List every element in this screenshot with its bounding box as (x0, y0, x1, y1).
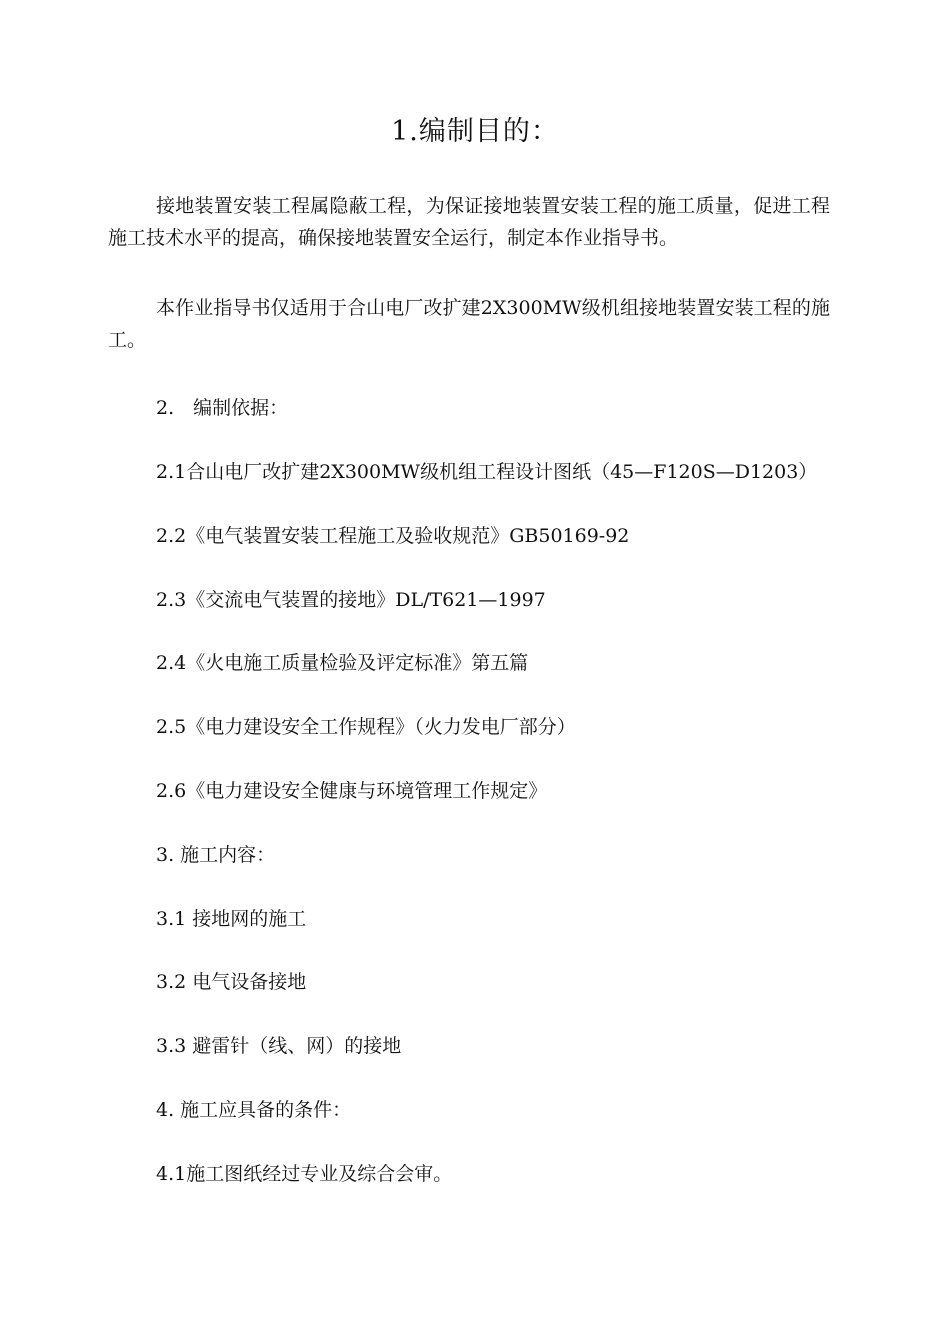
basis-item-2-4: 2.4《火电施工质量检验及评定标准》第五篇 (156, 652, 529, 674)
scope-paragraph: 本作业指导书仅适用于合山电厂改扩建2X300MW级机组接地装置安装工程的施工。 (108, 297, 830, 351)
content-item-3-2: 3.2 电气设备接地 (156, 971, 307, 993)
heading-basis: 2. 编制依据： (156, 397, 289, 419)
content-item-3-1: 3.1 接地网的施工 (156, 908, 307, 930)
conditions-item-4-1: 4.1施工图纸经过专业及综合会审。 (156, 1163, 453, 1185)
basis-item-2-1: 2.1合山电厂改扩建2X300MW级机组工程设计图纸（45—F120S—D1203） (156, 461, 818, 483)
heading-content: 3. 施工内容： (156, 844, 276, 866)
heading-conditions: 4. 施工应具备的条件： (156, 1099, 352, 1121)
basis-item-2-3: 2.3《交流电气装置的接地》DL/T621—1997 (156, 589, 546, 611)
section-title: 1.编制目的： (391, 116, 559, 147)
basis-item-2-6: 2.6《电力建设安全健康与环境管理工作规定》 (156, 780, 548, 802)
basis-item-2-5: 2.5《电力建设安全工作规程》（火力发电厂部分） (156, 716, 576, 738)
basis-item-2-2: 2.2《电气装置安装工程施工及验收规范》GB50169-92 (156, 525, 630, 547)
purpose-paragraph: 接地装置安装工程属隐蔽工程，为保证接地装置安装工程的施工质量，促进工程施工技术水平的提高，确保接地装置安全运行，制定本作业指导书。 (108, 195, 830, 249)
content-item-3-3: 3.3 避雷针（线、网）的接地 (156, 1035, 402, 1057)
